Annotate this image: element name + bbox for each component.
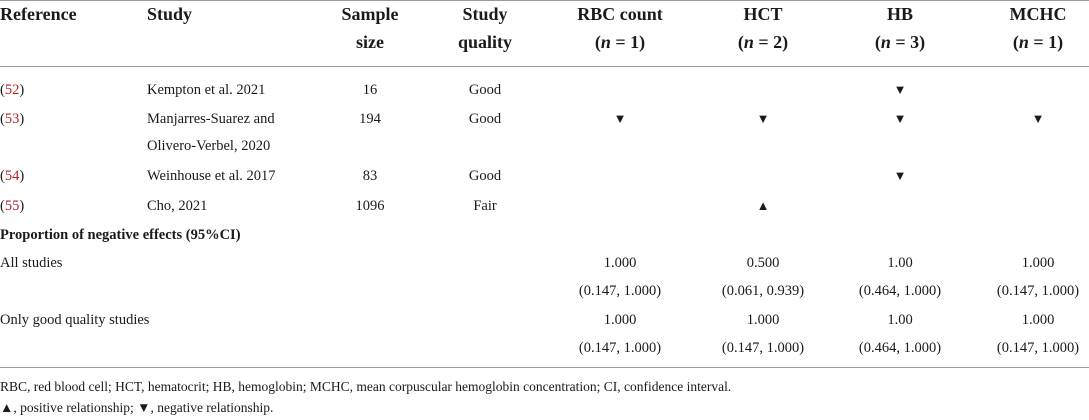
study-cell: Cho, 2021 [147, 198, 208, 214]
mchc-proportion-cell: 1.000 (0.147, 1.000) [996, 255, 1080, 299]
mchc-effect-cell: ▼ [1031, 111, 1045, 126]
summary-label: Only good quality studies [0, 312, 150, 328]
reference-link[interactable]: 55 [4, 198, 20, 214]
study-quality-cell: Fair [473, 198, 497, 214]
sample-size-cell: 1096 [355, 198, 385, 214]
hb-proportion-cell: 1.00 (0.464, 1.000) [858, 255, 942, 299]
header-hct: HCT (n = 2) [737, 4, 789, 52]
footnote-symbols: ▲, positive relationship; ▼, negative relationship. [0, 400, 274, 415]
footnote-abbreviations: RBC, red blood cell; HCT, hematocrit; HB, hemoglobin; MCHC, mean corpuscular hemoglobin concentration; CI, confidence interval. [0, 379, 732, 394]
study-quality-cell: Good [468, 168, 502, 184]
header-study-quality: Study quality [457, 4, 513, 52]
sample-size-cell: 16 [362, 82, 378, 98]
sample-size-cell: 194 [359, 111, 381, 127]
header-reference: Reference [0, 4, 77, 24]
reference-link[interactable]: 53 [4, 111, 20, 127]
hb-proportion-cell: 1.00 (0.464, 1.000) [858, 312, 942, 356]
reference-link[interactable]: 52 [4, 82, 20, 98]
rbc-proportion-cell: 1.000 (0.147, 1.000) [578, 312, 662, 356]
reference-cell: (52) [0, 82, 25, 98]
sample-size-cell: 83 [362, 168, 378, 184]
bottom-rule [0, 367, 1089, 368]
header-sample-size: Sample size [341, 4, 399, 52]
study-cell: Weinhouse et al. 2017 [147, 168, 276, 184]
hb-effect-cell: ▼ [893, 82, 907, 97]
hct-proportion-cell: 0.500 (0.061, 0.939) [721, 255, 805, 299]
hct-effect-cell: ▲ [756, 198, 770, 213]
hct-proportion-cell: 1.000 (0.147, 1.000) [721, 312, 805, 356]
rbc-effect-cell: ▼ [613, 111, 627, 126]
mchc-proportion-cell: 1.000 (0.147, 1.000) [996, 312, 1080, 356]
header-study: Study [147, 4, 193, 24]
header-hb: HB (n = 3) [874, 4, 926, 52]
reference-cell: (55) [0, 198, 25, 214]
reference-cell: (53) [0, 111, 25, 127]
header-mchc: MCHC (n = 1) [1009, 4, 1067, 52]
hb-effect-cell: ▼ [893, 111, 907, 126]
hct-effect-cell: ▼ [756, 111, 770, 126]
study-cell: Kempton et al. 2021 [147, 82, 266, 98]
rbc-proportion-cell: 1.000 (0.147, 1.000) [578, 255, 662, 299]
reference-link[interactable]: 54 [4, 168, 20, 184]
study-quality-cell: Good [468, 82, 502, 98]
study-quality-cell: Good [468, 111, 502, 127]
summary-label: All studies [0, 255, 63, 271]
section-title: Proportion of negative effects (95%CI) [0, 227, 241, 243]
header-rule [0, 66, 1089, 67]
reference-cell: (54) [0, 168, 25, 184]
header-rbc-count: RBC count (n = 1) [577, 4, 663, 52]
study-cell: Manjarres-Suarez and Olivero-Verbel, 2020 [147, 111, 275, 154]
hb-effect-cell: ▼ [893, 168, 907, 183]
